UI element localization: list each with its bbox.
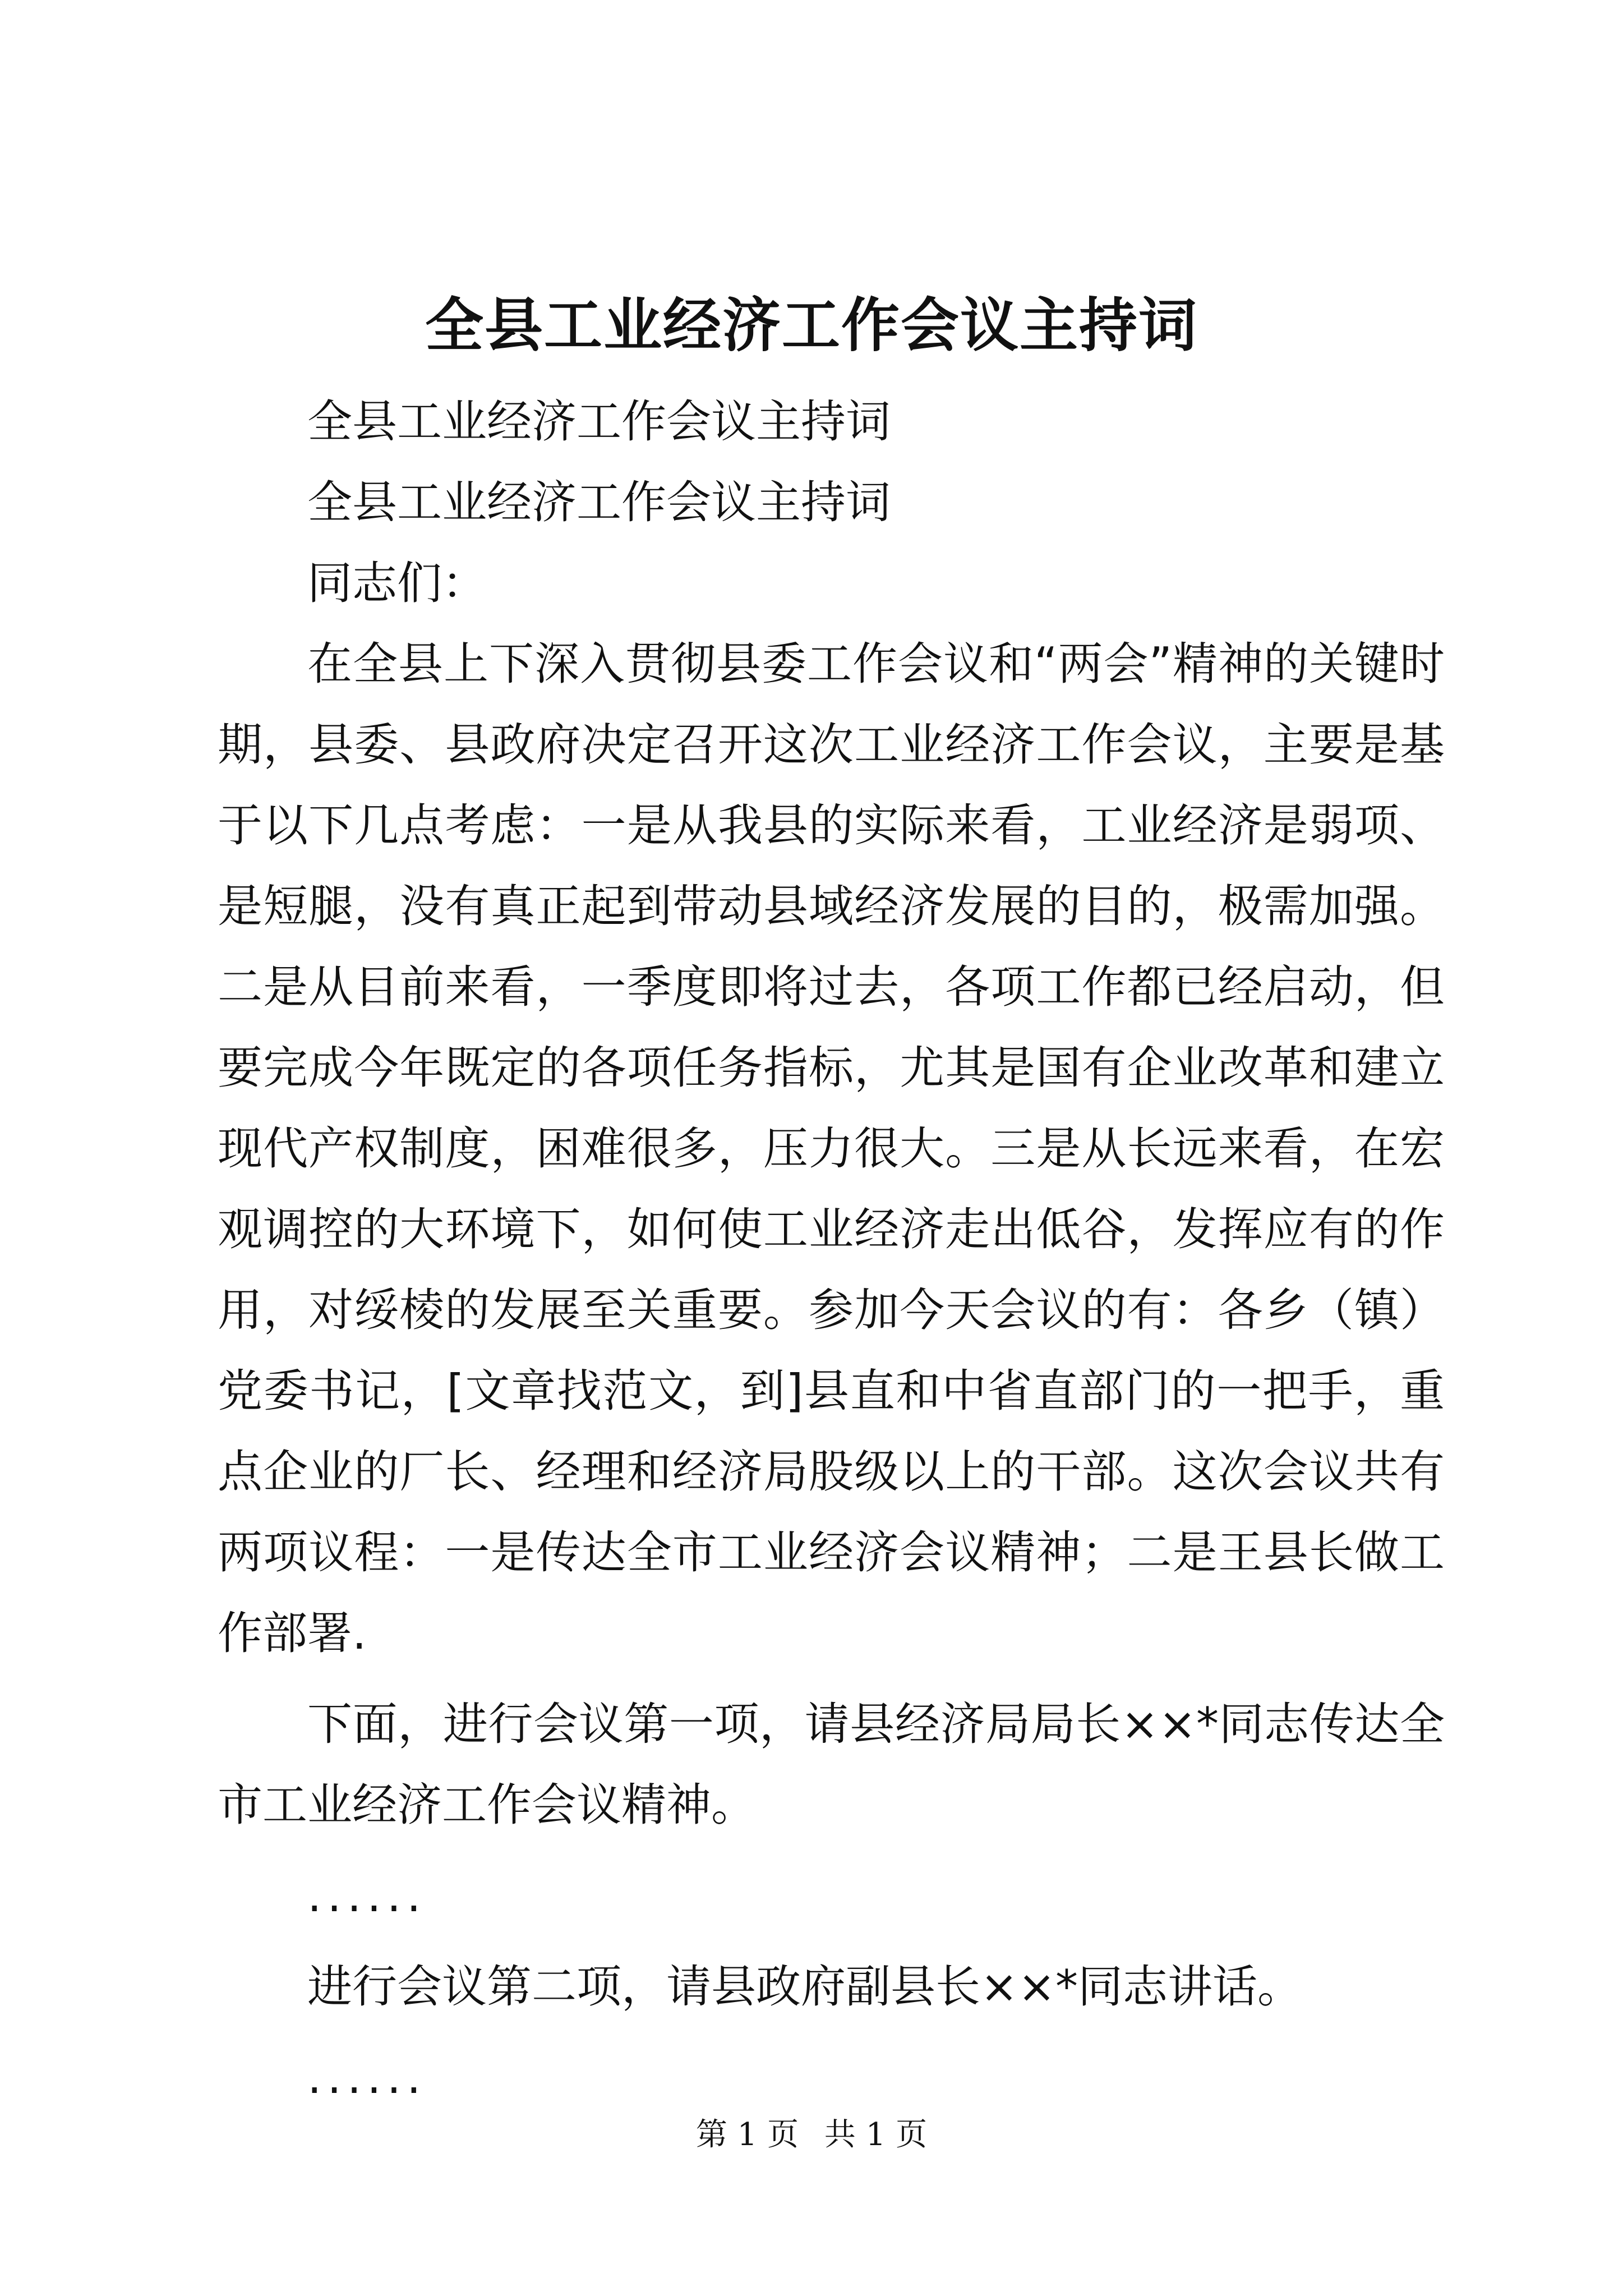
salutation: 同志们：: [307, 557, 487, 609]
page-total: 共 1 页: [824, 2116, 928, 2153]
ellipsis-line: ......: [307, 2051, 427, 2104]
body-paragraph: 在全县上下深入贯彻县委工作会议和“两会”精神的关键时期，县委、县政府决定召开这次工业经济工作会议，主要是基于以下几点考虑：一是从我县的实际来看，工业经济是弱项、是短腿，没有真正起到带动县域经济发展的目的，极需加强。二是从目前来看，一季度即将过去，各项工作都已经启动，但要完成今年既定的各项任务指标，尤其是国有企业改革和建立现代产权制度，困难很多，压力很大。三是从长远来看，在宏观调控的大环境下，如何使工业经济走出低谷，发挥应有的作用，对绥棱的发展至关重要。参加今天会议的有：各乡（镇）党委书记，[文章找范文，到]县直和中省直部门的一把手，重点企业的厂长、经理和经济局股级以上的干部。这次会议共有两项议程：一是传达全市工业经济会议精神；二是王县长做工作部署.: [218, 638, 1445, 1659]
document-body: [218, 381, 1445, 2118]
ellipsis-line: ......: [307, 1870, 427, 1922]
body-paragraph: 进行会议第二项，请县政府副县长××*同志讲话。: [307, 1961, 1303, 2013]
page-footer: [0, 2113, 1623, 2157]
subtitle-line: 全县工业经济工作会议主持词: [307, 395, 891, 448]
page-number: 第 1 页: [695, 2116, 799, 2153]
subtitle-line: 全县工业经济工作会议主持词: [307, 476, 891, 528]
document-title: 全县工业经济工作会议主持词: [425, 291, 1198, 360]
body-paragraph: 下面，进行会议第一项，请县经济局局长××*同志传达全市工业经济工作会议精神。: [218, 1698, 1445, 1831]
